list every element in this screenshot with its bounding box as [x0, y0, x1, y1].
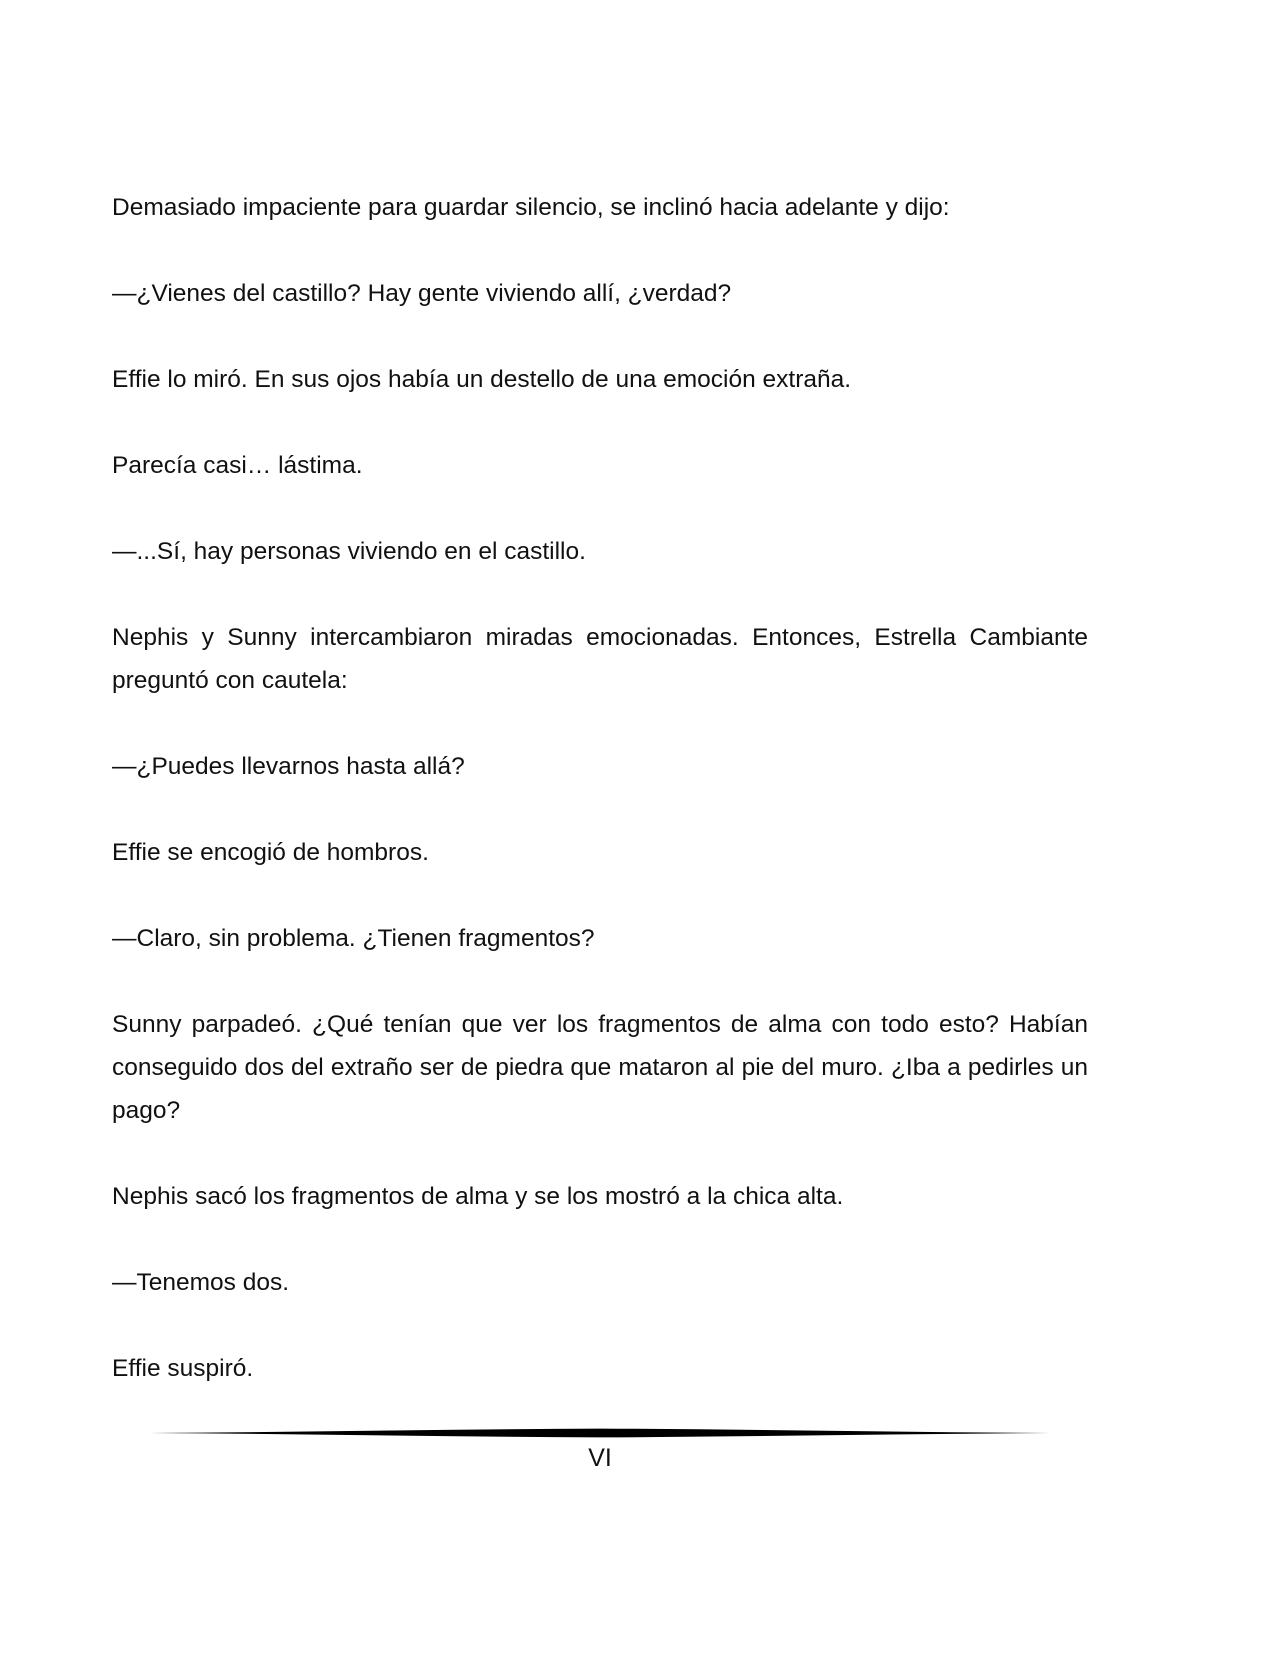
paragraph: Effie lo miró. En sus ojos había un destello de una emoción extraña.	[112, 366, 852, 393]
paragraph: Nephis sacó los fragmentos de alma y se los mostró a la chica alta.	[112, 1183, 844, 1210]
paragraph: Demasiado impaciente para guardar silencio, se inclinó hacia adelante y dijo:	[112, 194, 950, 221]
paragraph: Sunny parpadeó. ¿Qué tenían que ver los fragmentos de alma con todo esto? Habían conseguido dos del extraño ser de piedra que mataron al pie del muro. ¿Iba a pedirles un pago?	[112, 1011, 1088, 1124]
paragraph: —Tenemos dos.	[112, 1269, 290, 1296]
paragraph: Parecía casi… lástima.	[112, 452, 363, 479]
paragraph: —Claro, sin problema. ¿Tienen fragmentos?	[112, 925, 595, 952]
paragraph: —¿Puedes llevarnos hasta allá?	[112, 753, 465, 780]
paragraph: —¿Vienes del castillo? Hay gente viviendo allí, ¿verdad?	[112, 280, 732, 307]
paragraph: Effie se encogió de hombros.	[112, 839, 429, 866]
paragraph: —...Sí, hay personas viviendo en el castillo.	[112, 538, 586, 565]
text-body	[112, 186, 1088, 1433]
page-number: VI	[588, 1444, 612, 1472]
footer-divider-ornament	[150, 1426, 1050, 1440]
paragraph: Effie suspiró.	[112, 1355, 254, 1382]
paragraph: Nephis y Sunny intercambiaron miradas emocionadas. Entonces, Estrella Cambiante preguntó con cautela:	[112, 624, 1088, 694]
